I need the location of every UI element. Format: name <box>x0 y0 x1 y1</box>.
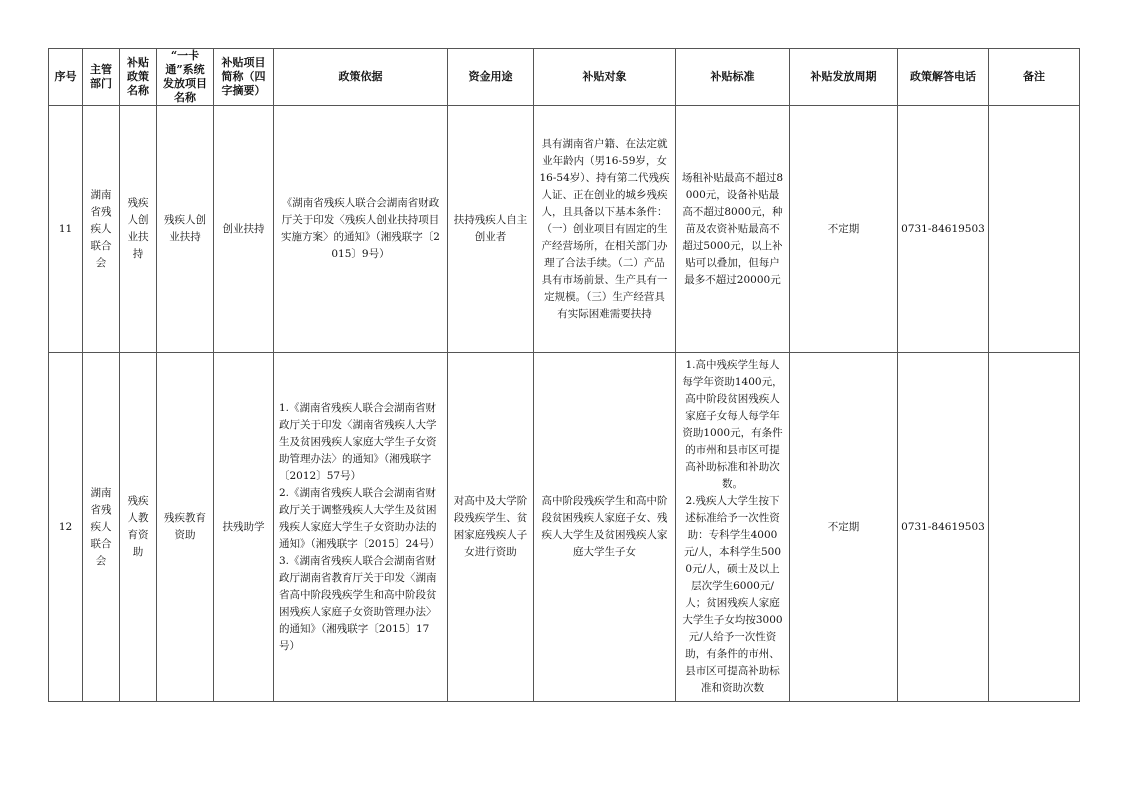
cell-dept: 湖南省残疾人联合会 <box>83 353 120 702</box>
header-policy-name: 补贴政策名称 <box>120 49 157 106</box>
cell-phone: 0731-84619503 <box>898 353 989 702</box>
header-usage: 资金用途 <box>448 49 534 106</box>
cell-phone: 0731-84619503 <box>898 106 989 353</box>
table-row <box>49 106 1080 353</box>
header-standard: 补贴标准 <box>676 49 790 106</box>
header-basis: 政策依据 <box>274 49 448 106</box>
cell-standard: 场租补贴最高不超过8000元，设备补贴最高不超过8000元，种苗及农资补贴最高不超过5000元，以上补贴可以叠加，但每户最多不超过20000元 <box>676 106 790 353</box>
cell-basis: 《湖南省残疾人联合会湖南省财政厅关于印发〈残疾人创业扶持项目实施方案〉的通知》（湘残联字〔2015〕9号） <box>274 106 448 353</box>
cell-dept: 湖南省残疾人联合会 <box>83 106 120 353</box>
cell-cycle: 不定期 <box>790 106 898 353</box>
subsidy-table <box>48 48 1080 702</box>
cell-standard: 1.高中残疾学生每人每学年资助1400元，高中阶段贫困残疾人家庭子女每人每学年资助1000元，有条件的市州和县市区可提高补助标准和补助次数。 2.残疾人大学生按下述标准给予一次性资助：专科学生4000元/人，本科学生5000元/人，硕士及以上层次学生6000元/人；贫困残疾人家庭大学生子女均按3000元/人给予一次性资助，有条件的市州、县市区可提高补助标准和资助次数 <box>676 353 790 702</box>
header-phone: 政策解答电话 <box>898 49 989 106</box>
header-seq: 序号 <box>49 49 83 106</box>
header-dept: 主管部门 <box>83 49 120 106</box>
header-target: 补贴对象 <box>534 49 676 106</box>
cell-cycle: 不定期 <box>790 353 898 702</box>
header-note: 备注 <box>989 49 1080 106</box>
cell-item-name: 残疾人创业扶持 <box>157 106 214 353</box>
cell-target: 高中阶段残疾学生和高中阶段贫困残疾人家庭子女、残疾人大学生及贫困残疾人家庭大学生子女 <box>534 353 676 702</box>
header-short-name: 补贴项目简称（四字摘要） <box>214 49 274 106</box>
cell-note <box>989 353 1080 702</box>
cell-seq: 11 <box>49 106 83 353</box>
table-row <box>49 353 1080 702</box>
cell-short-name: 扶残助学 <box>214 353 274 702</box>
cell-basis: 1.《湖南省残疾人联合会湖南省财政厅关于印发〈湖南省残疾人大学生及贫困残疾人家庭大学生子女资助管理办法〉的通知》（湘残联字〔2012〕57号） 2.《湖南省残疾人联合会湖南省财政厅关于调整残疾人大学生及贫困残疾人家庭大学生子女资助办法的通知》（湘残联字〔2015〕24号） 3.《湖南省残疾人联合会湖南省财政厅湖南省教育厅关于印发〈湖南省高中阶段残疾学生和高中阶段贫困残疾人家庭子女资助管理办法〉的通知》（湘残联字〔2015〕17号） <box>274 353 448 702</box>
header-item-name: “一卡通”系统发放项目名称 <box>157 49 214 106</box>
cell-target: 具有湖南省户籍、在法定就业年龄内（男16-59岁，女16-54岁）、持有第二代残疾人证、正在创业的城乡残疾人，且具备以下基本条件：（一）创业项目有固定的生产经营场所，在相关部门办理了合法手续。（二）产品具有市场前景、生产具有一定规模。（三）生产经营具有实际困难需要扶持 <box>534 106 676 353</box>
cell-seq: 12 <box>49 353 83 702</box>
cell-usage: 扶持残疾人自主创业者 <box>448 106 534 353</box>
cell-policy-name: 残疾人教育资助 <box>120 353 157 702</box>
cell-policy-name: 残疾人创业扶持 <box>120 106 157 353</box>
cell-item-name: 残疾教育资助 <box>157 353 214 702</box>
header-cycle: 补贴发放周期 <box>790 49 898 106</box>
header-row <box>49 49 1080 106</box>
cell-short-name: 创业扶持 <box>214 106 274 353</box>
cell-note <box>989 106 1080 353</box>
cell-usage: 对高中及大学阶段残疾学生、贫困家庭残疾人子女进行资助 <box>448 353 534 702</box>
